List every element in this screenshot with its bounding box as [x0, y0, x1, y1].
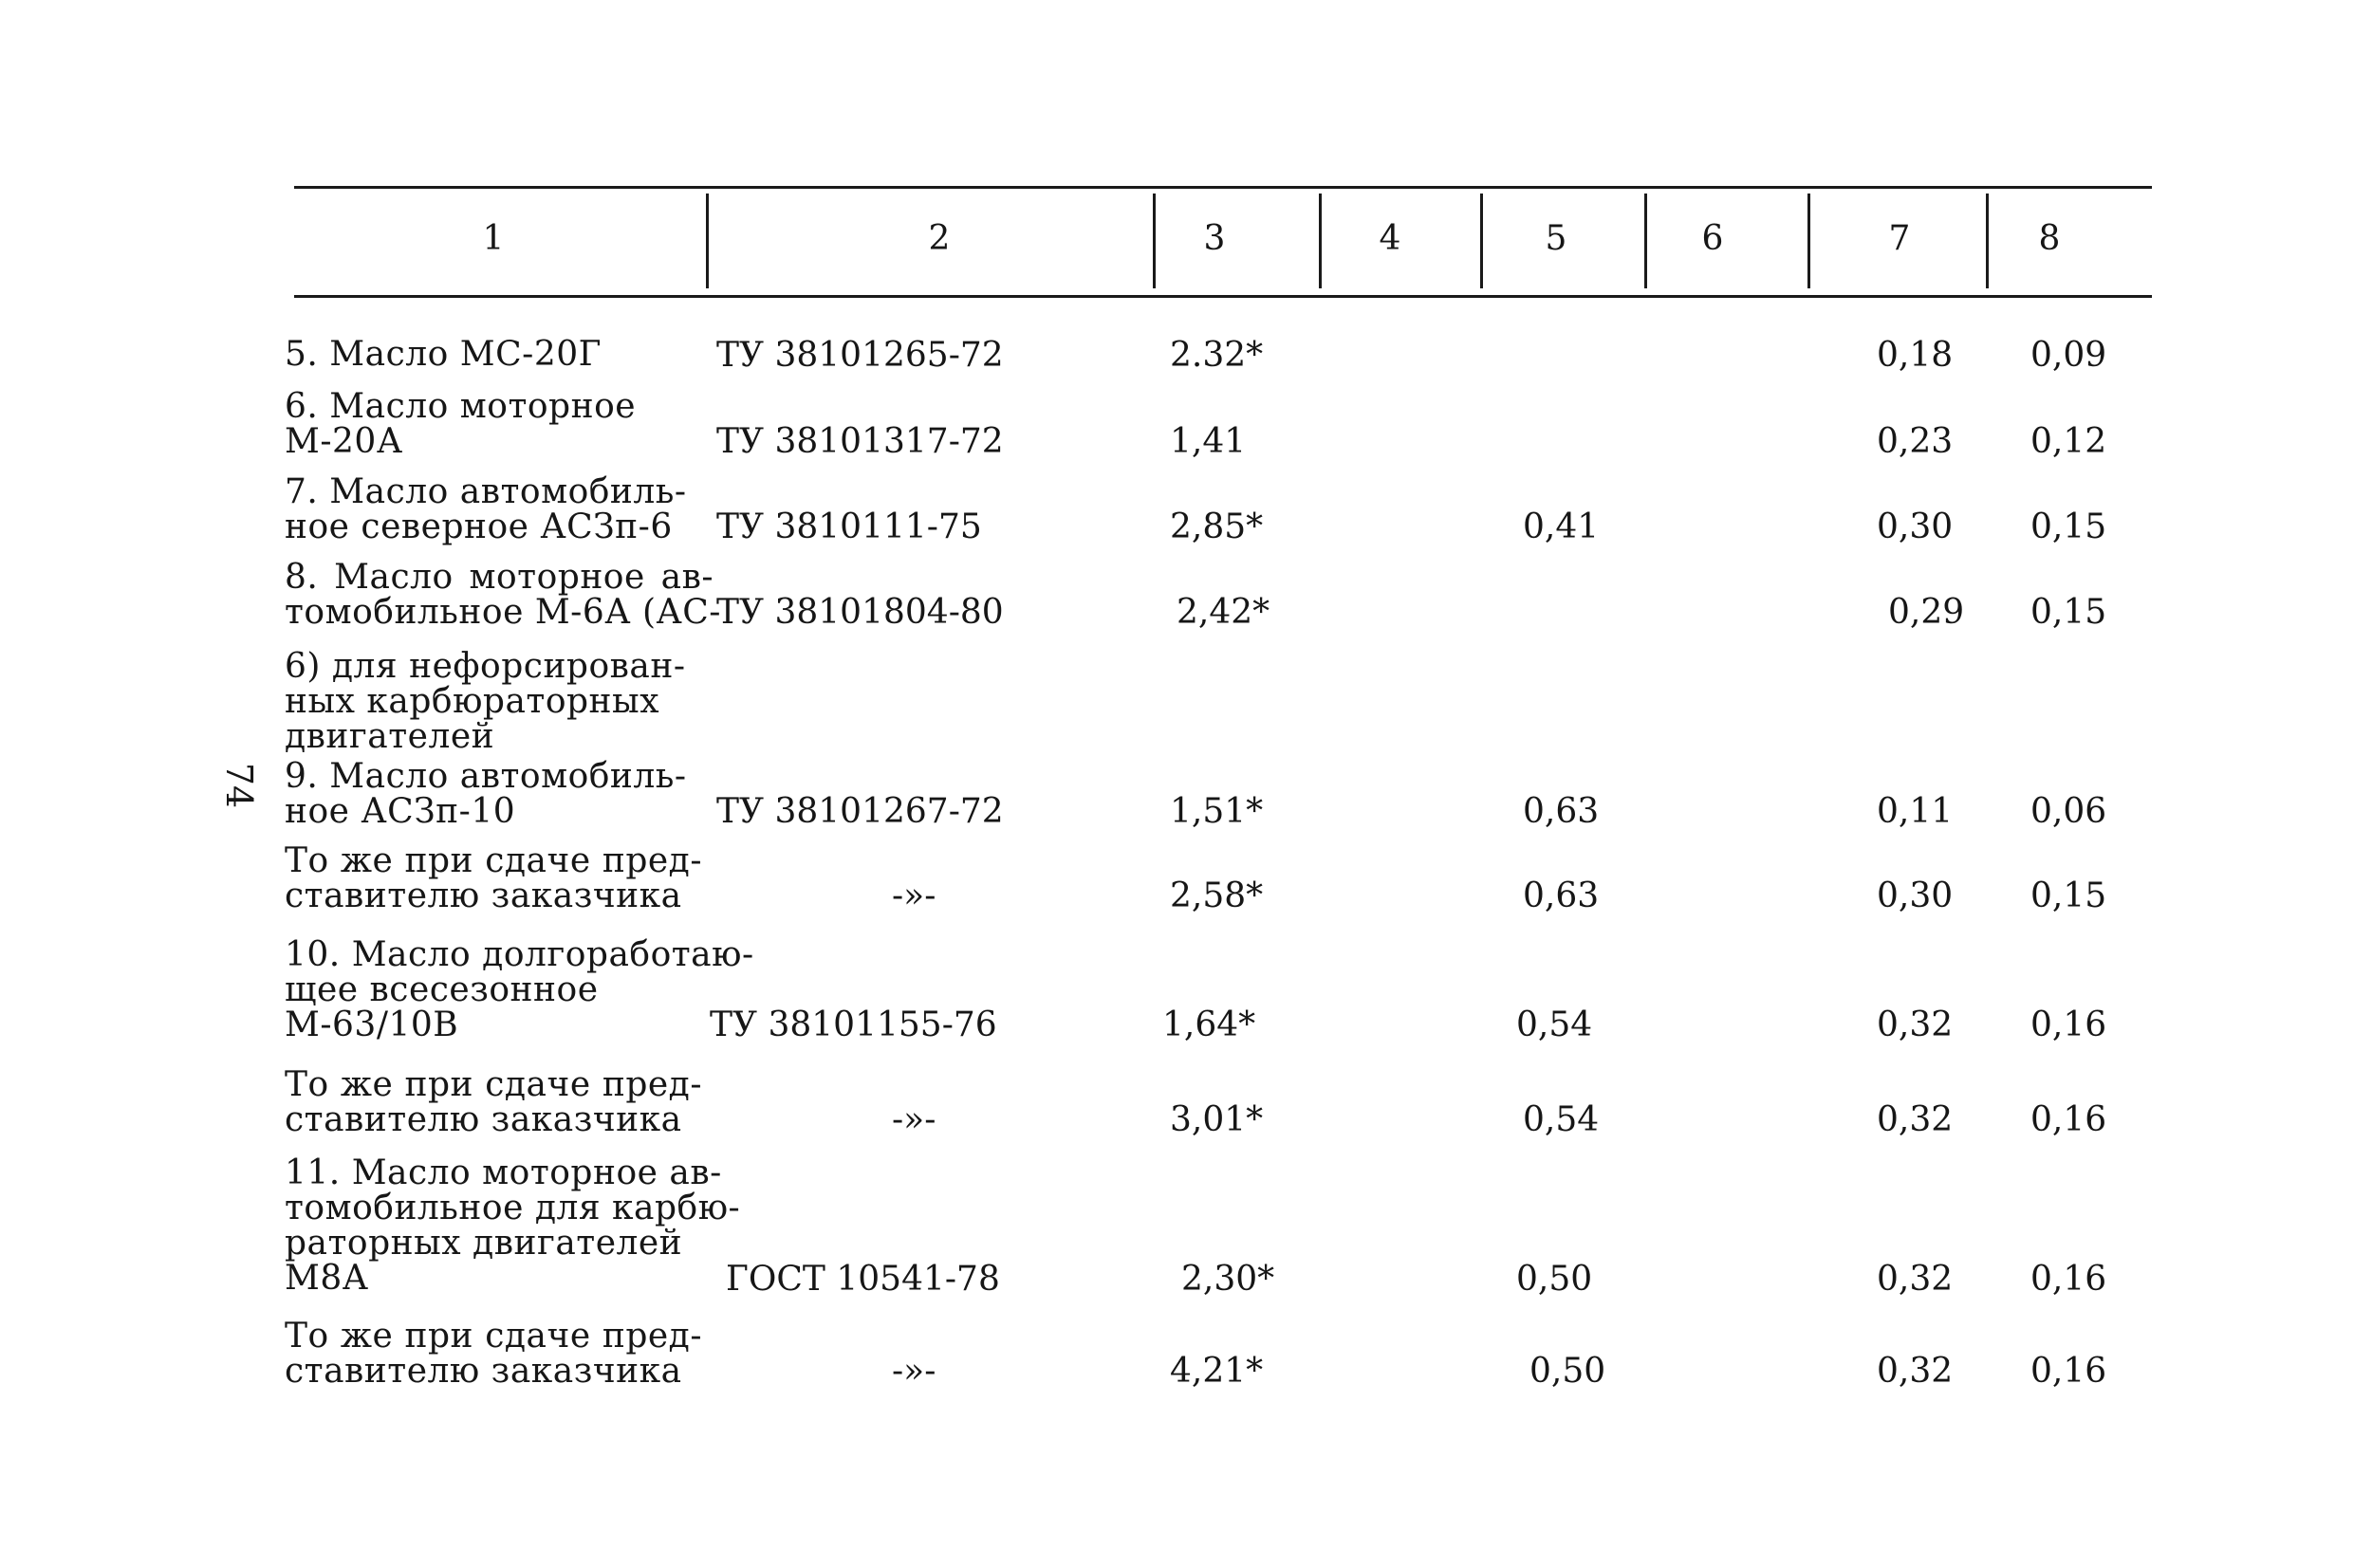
value-col5: 0,54	[1516, 1005, 1593, 1044]
table-header-bottom-rule	[294, 295, 2152, 298]
description-line: ное северное АСЗп-6	[285, 507, 673, 546]
document-reference: ТУ 38101804-80	[716, 593, 1004, 632]
table-row-description	[285, 337, 714, 372]
table-row-description	[285, 935, 754, 1044]
description-line: 10. Масло долгоработаю-	[285, 935, 754, 974]
description-line: ставителю заказчика	[285, 1100, 682, 1139]
value-col8: 0,09	[2030, 336, 2107, 375]
value-col7: 0,32	[1877, 1005, 1954, 1044]
description-line: 8. Масло моторное ав-	[285, 558, 714, 597]
description-line: М-20А	[285, 422, 403, 461]
value-col3: 1,41	[1170, 422, 1247, 461]
value-col3: 2,42*	[1177, 593, 1270, 632]
value-col3: 1,64*	[1162, 1005, 1256, 1044]
description-line: 9. Масло автомобиль-	[285, 757, 687, 796]
value-col5: 0,54	[1523, 1100, 1600, 1139]
value-col5: 0,63	[1523, 876, 1600, 915]
document-reference: ТУ 3810111-75	[716, 507, 982, 546]
description-line: М8А	[285, 1259, 369, 1298]
description-line: щее всесезонное	[285, 970, 599, 1009]
header-divider	[1480, 194, 1483, 288]
value-col7: 0,30	[1877, 876, 1954, 915]
value-col8: 0,06	[2030, 792, 2107, 831]
table-row-description	[285, 1153, 741, 1298]
document-reference: -»-	[892, 1100, 936, 1139]
description-line: ставителю заказчика	[285, 1352, 682, 1391]
document-reference: ТУ 38101265-72	[716, 336, 1004, 375]
value-col5: 0,63	[1523, 792, 1600, 831]
value-col7: 0,23	[1877, 422, 1954, 461]
description-line: То же при сдаче пред-	[285, 1065, 702, 1104]
description-line: То же при сдаче пред-	[285, 841, 702, 880]
table-row-description	[285, 1067, 714, 1137]
value-col5: 0,50	[1516, 1260, 1593, 1299]
header-divider	[1807, 194, 1810, 288]
value-col8: 0,16	[2030, 1260, 2107, 1299]
value-col7: 0,32	[1877, 1352, 1954, 1391]
value-col8: 0,15	[2030, 876, 2107, 915]
table-row-description	[285, 389, 714, 459]
document-reference: ТУ 38101155-76	[710, 1005, 997, 1044]
column-header: 3	[1203, 219, 1226, 258]
description-line: томобильное для карбю-	[285, 1189, 741, 1227]
table-row-description	[285, 558, 721, 756]
description-line: То же при сдаче пред-	[285, 1317, 702, 1356]
column-header: 8	[2038, 219, 2061, 258]
value-col3: 3,01*	[1170, 1100, 1264, 1139]
table-top-rule	[294, 186, 2152, 189]
description-line: 6) для нефорсирован-	[285, 647, 686, 686]
value-col3: 2,58*	[1170, 876, 1264, 915]
value-col8: 0,12	[2030, 422, 2107, 461]
value-col7: 0,30	[1877, 507, 1954, 546]
description-line: ное АСЗп-10	[285, 792, 516, 831]
value-col5: 0,41	[1523, 507, 1600, 546]
value-col3: 1,51*	[1170, 792, 1264, 831]
value-col8: 0,15	[2030, 507, 2107, 546]
column-header: 6	[1701, 219, 1724, 258]
header-divider	[1644, 194, 1647, 288]
description-line: М-63/10В	[285, 1005, 459, 1044]
value-col5: 0,50	[1529, 1352, 1606, 1391]
document-reference: ГОСТ 10541-78	[726, 1260, 1000, 1299]
description-line: ных карбюраторных	[285, 682, 660, 721]
column-header: 4	[1379, 219, 1401, 258]
header-divider	[706, 194, 709, 288]
description-line: двигателей	[285, 717, 495, 756]
value-col3: 2.32*	[1170, 336, 1264, 375]
value-col8: 0,16	[2030, 1100, 2107, 1139]
header-divider	[1986, 194, 1989, 288]
value-col8: 0,16	[2030, 1005, 2107, 1044]
column-header: 5	[1545, 219, 1567, 258]
value-col7: 0,32	[1877, 1100, 1954, 1139]
document-reference: -»-	[892, 876, 936, 915]
document-reference: ТУ 38101317-72	[716, 422, 1004, 461]
description-line: 7. Масло автомобиль-	[285, 472, 687, 511]
header-divider	[1153, 194, 1156, 288]
description-line: 11. Масло моторное ав-	[285, 1153, 722, 1192]
column-header: 7	[1888, 219, 1911, 258]
column-header: 1	[482, 219, 505, 258]
value-col3: 2,85*	[1170, 507, 1264, 546]
table-row-description	[285, 843, 714, 913]
value-col7: 0,32	[1877, 1260, 1954, 1299]
document-reference: ТУ 38101267-72	[716, 792, 1004, 831]
table-row-description	[285, 1319, 714, 1389]
description-line: раторных двигателей	[285, 1224, 683, 1263]
table-row-description	[285, 474, 714, 544]
table-row-description	[285, 759, 714, 829]
value-col3: 4,21*	[1170, 1352, 1264, 1391]
value-col7: 0,18	[1877, 336, 1954, 375]
column-header: 2	[928, 219, 951, 258]
value-col8: 0,16	[2030, 1352, 2107, 1391]
description-line: 5. Масло МС-20Г	[285, 335, 602, 374]
value-col7: 0,11	[1877, 792, 1954, 831]
value-col7: 0,29	[1888, 593, 1965, 632]
document-reference: -»-	[892, 1352, 936, 1391]
value-col8: 0,15	[2030, 593, 2107, 632]
description-line: ставителю заказчика	[285, 876, 682, 915]
description-line: томобильное М-6А (АС-	[285, 593, 721, 632]
page-number: 74	[218, 762, 261, 809]
header-divider	[1319, 194, 1322, 288]
value-col3: 2,30*	[1181, 1260, 1275, 1299]
description-line: 6. Масло моторное	[285, 387, 637, 426]
